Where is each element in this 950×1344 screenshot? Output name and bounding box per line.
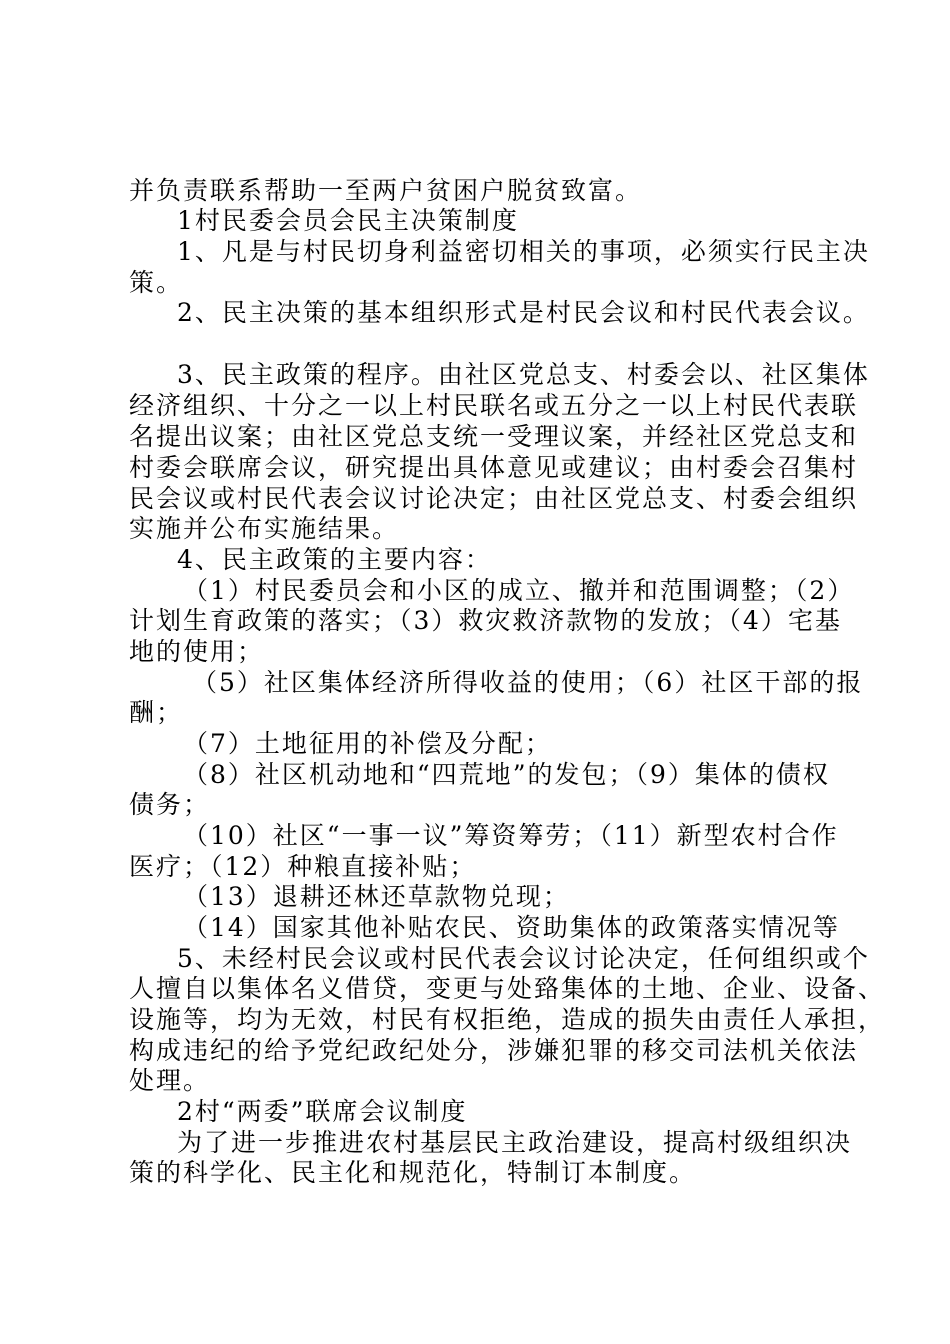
list-item: （7）土地征用的补偿及分配； (183, 729, 552, 758)
section-heading: 2村“两委”联席会议制度 (177, 1097, 468, 1126)
text-line: 策。 (129, 268, 184, 297)
text-line: 医疗；（12）种粮直接补贴； (129, 852, 477, 881)
text-line: 村委会联席会议，研究提出具体意见或建议；由村委会召集村 (129, 453, 859, 482)
text-line: 5、未经村民会议或村民代表会议讨论决定，任何组织或个 (177, 944, 870, 973)
list-item: （1）村民委员会和小区的成立、撤并和范围调整；（2） (183, 576, 855, 605)
text-line: 名提出议案；由社区党总支统一受理议案，并经社区党总支和 (129, 422, 859, 451)
text-line: 地的使用； (129, 637, 265, 666)
text-line: 3、民主政策的程序。由社区党总支、村委会以、社区集体 (177, 360, 870, 389)
section-heading: 1村民委会员会民主决策制度 (177, 206, 519, 235)
text-line: 人擅自以集体名义借贷，变更与处臵集体的土地、企业、设备、 (129, 974, 886, 1003)
text-line: 策的科学化、民主化和规范化，特制订本制度。 (129, 1158, 697, 1187)
text-line: 经济组织、十分之一以上村民联名或五分之一以上村民代表联 (129, 391, 859, 420)
list-item: （8）社区机动地和“四荒地”的发包；（9）集体的债权 (183, 760, 830, 789)
text-line: 债务； (129, 790, 211, 819)
list-item: （10）社区“一事一议”筹资筹劳；（11）新型农村合作 (183, 821, 839, 850)
text-line: 计划生育政策的落实；（3）救灾救济款物的发放；（4）宅基 (129, 606, 842, 635)
text-line: 并负责联系帮助一至两户贫困户脱贫致富。 (129, 176, 643, 205)
list-item: （14）国家其他补贴农民、资助集体的政策落实情况等 (183, 913, 840, 942)
text-line: 民会议或村民代表会议讨论决定；由社区党总支、村委会组织 (129, 484, 859, 513)
list-item: （5）社区集体经济所得收益的使用；（6）社区干部的报 (192, 668, 864, 697)
text-line: 1、凡是与村民切身利益密切相关的事项，必须实行民主决 (177, 237, 870, 266)
text-line: 酬； (129, 698, 184, 727)
text-line: 构成违纪的给予党纪政纪处分，涉嫌犯罪的移交司法机关依法 (129, 1036, 859, 1065)
list-item: （13）退耕还林还草款物兑现； (183, 882, 570, 911)
text-line: 实施并公布实施结果。 (129, 514, 400, 543)
text-line: 2、民主决策的基本组织形式是村民会议和村民代表会议。 (177, 298, 870, 327)
text-line: 4、民主政策的主要内容： (177, 545, 492, 574)
text-line: 设施等，均为无效，村民有权拒绝，造成的损失由责任人承担， (129, 1005, 886, 1034)
text-line: 处理。 (129, 1066, 211, 1095)
text-line: 为了进一步推进农村基层民主政治建设，提高村级组织决 (177, 1128, 853, 1157)
